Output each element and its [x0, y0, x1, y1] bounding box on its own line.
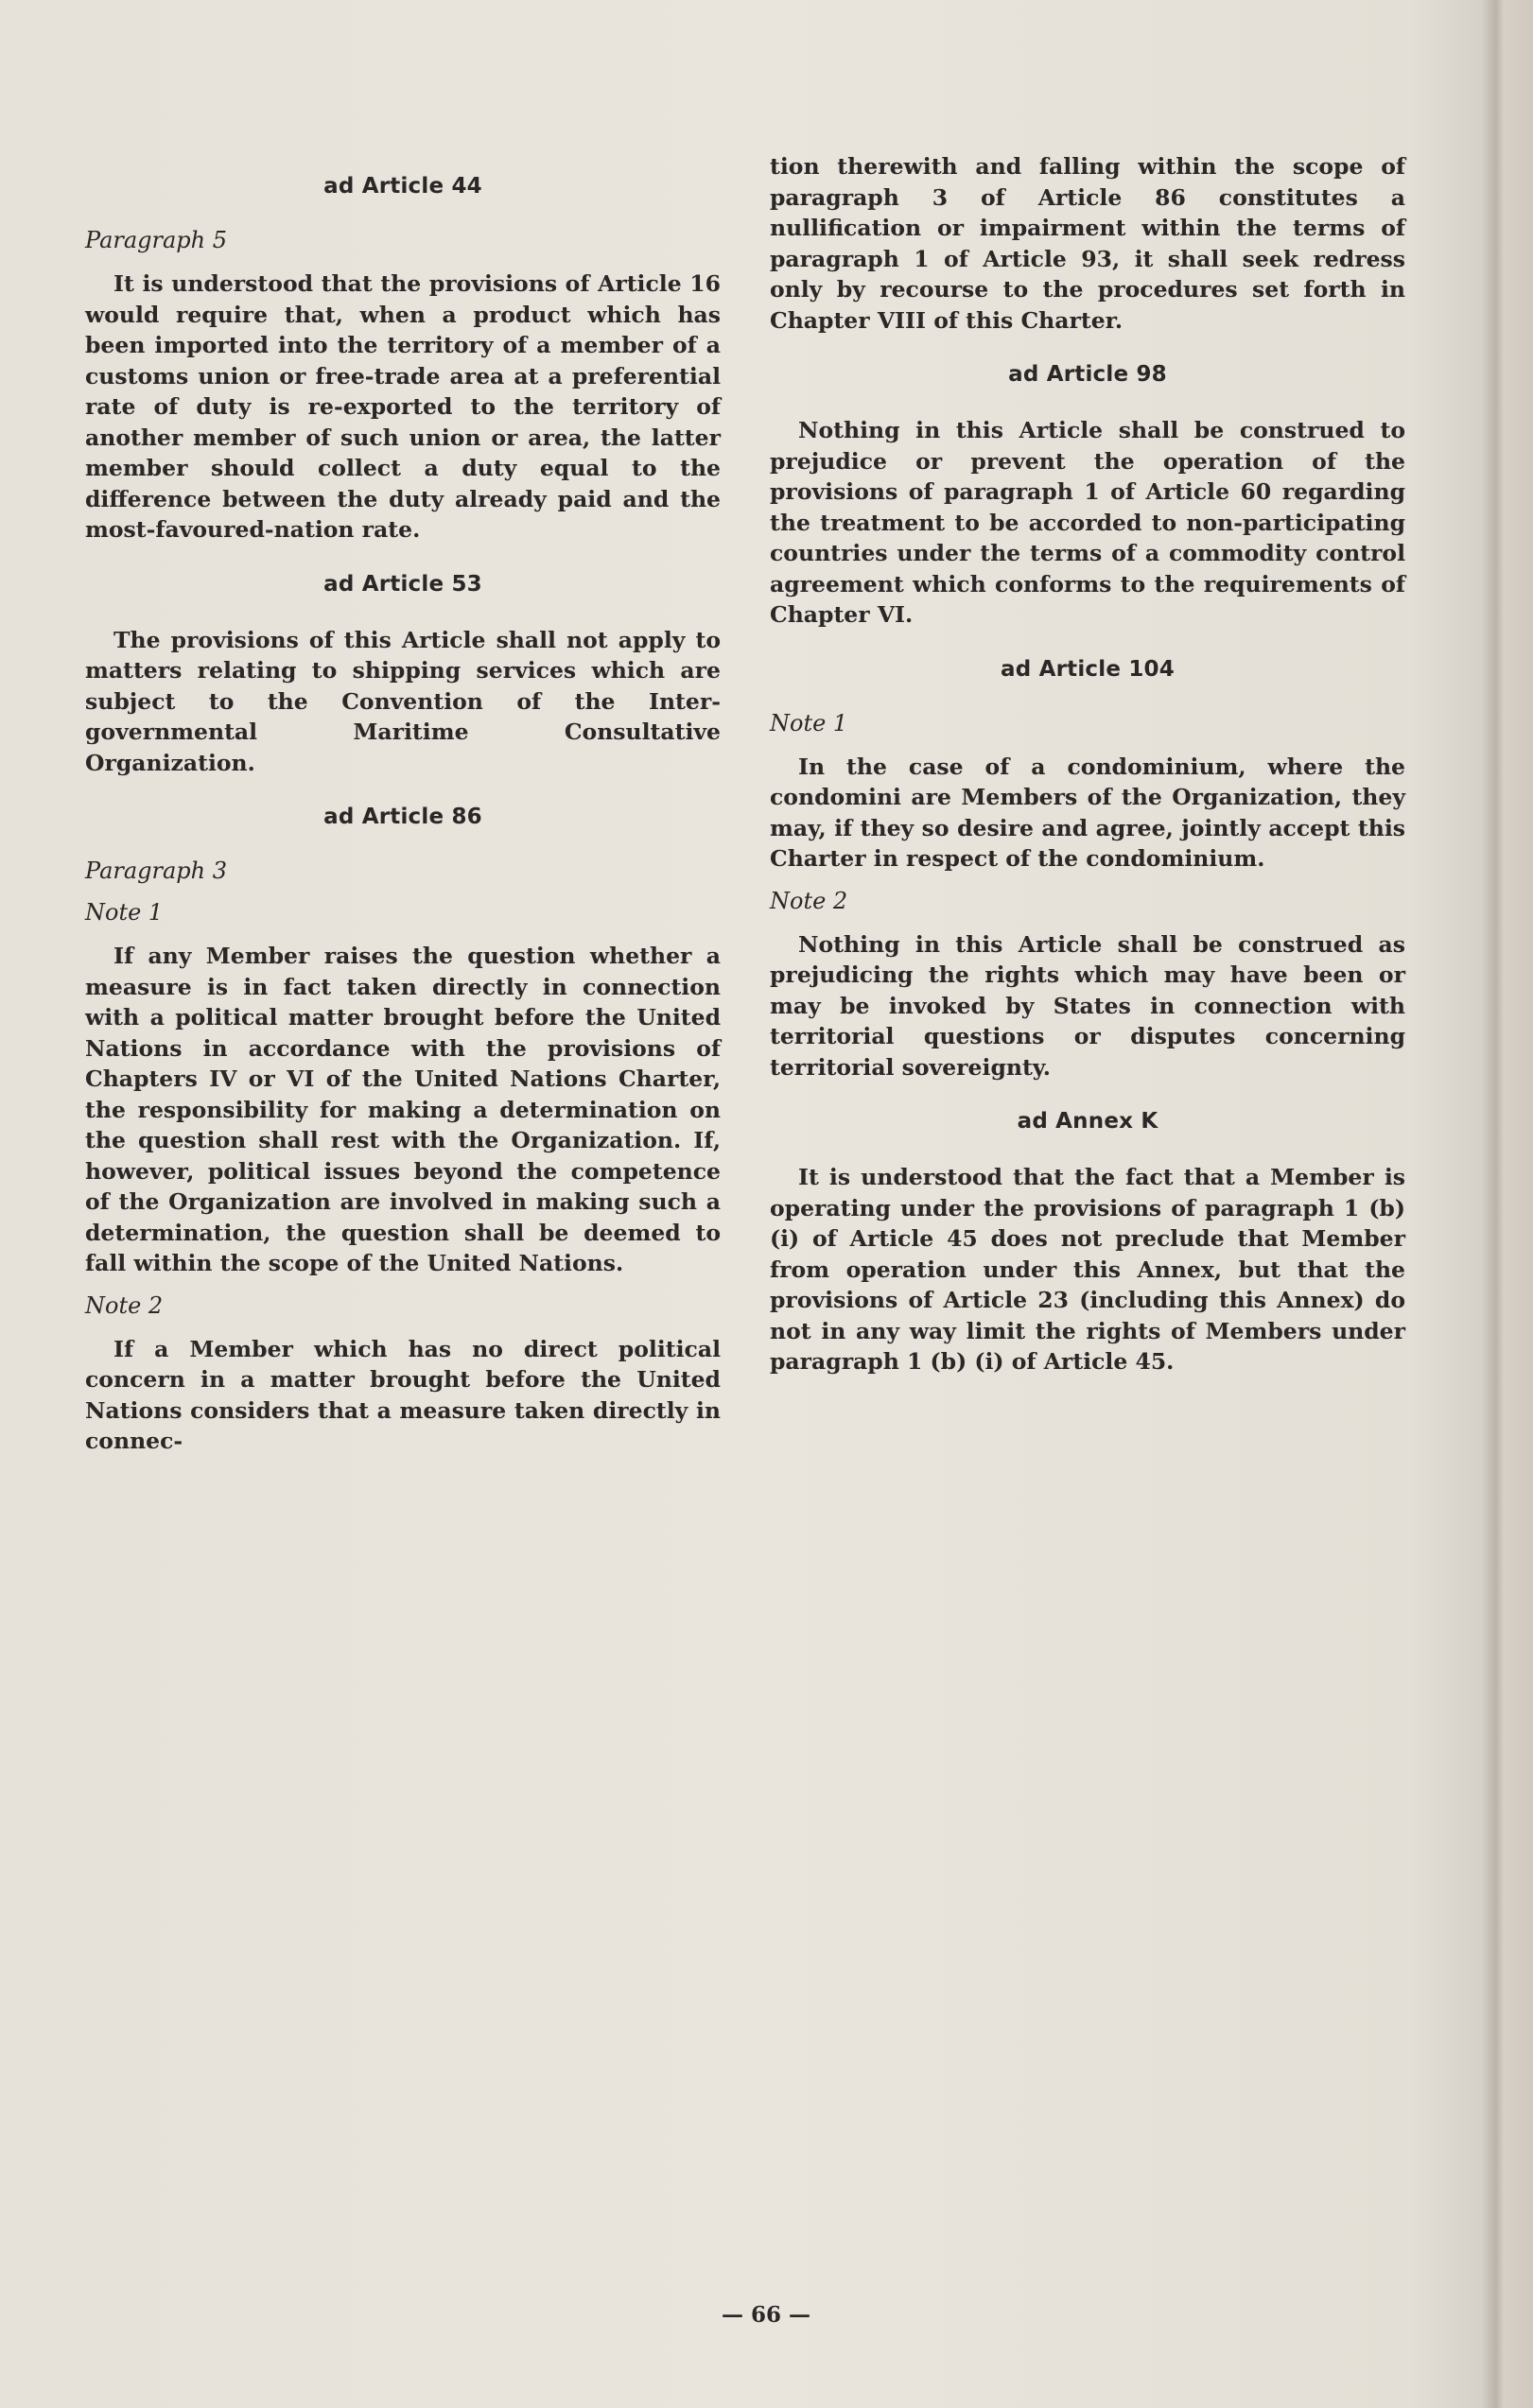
- paragraph-article-86-note-2: If a Member which has no direct political concern in a matter brought before the United Nations considers that a measure taken directly in connec-: [85, 1335, 721, 1454]
- subheading-note-1: Note 1: [85, 899, 164, 926]
- paragraph-article-53: The provisions of this Article shall not apply to matters relating to shipping services which are subject to the Convention of the Inter-governmental Maritime Consultative Organization.: [85, 626, 721, 776]
- paragraph-annex-k: It is understood that the fact that a Member is operating under the provisions of paragraph 1 (b) (i) of Article 45 does not preclude that Member from operation under this Annex, but that the provisions of Article 23 (including this Annex) do not in any way limit the rights of Members under paragraph 1 (b) (i) of Article 45.: [770, 1164, 1405, 1375]
- subheading-paragraph-5: Paragraph 5: [85, 227, 228, 253]
- left-column: [85, 151, 721, 1470]
- heading-ad-annex-k: ad Annex K: [1017, 1109, 1158, 1134]
- paragraph-article-86-note-1: If any Member raises the question whether a measure is in fact taken directly in connection with a political matter brought before the United Nations in accordance with the provisions of Chapters IV or VI of the United Nations Charter, the responsibility for making a determination on the question shall rest with the Organization. If, however, political issues beyond the competence of the Organization are involved in making such a determination, the question shall be deemed to fall within the scope of the United Nations.: [85, 943, 721, 1276]
- heading-ad-article-98: ad Article 98: [1008, 362, 1167, 387]
- heading-ad-article-53: ad Article 53: [323, 571, 482, 597]
- paragraph-continuation: tion therewith and falling within the scope of paragraph 3 of Article 86 constitutes a nullification or impairment within the terms of paragraph 1 of Article 93, it shall seek redress only by recourse to the procedures set forth in Chapter VIII of this Charter.: [770, 153, 1405, 334]
- page-number: — 66 —: [721, 2302, 811, 2328]
- book-gutter: [1480, 0, 1533, 2408]
- heading-ad-article-44: ad Article 44: [323, 174, 482, 199]
- heading-ad-article-86: ad Article 86: [323, 805, 482, 829]
- paragraph-article-104-note-1: In the case of a condominium, where the condomini are Members of the Organization, they may, if they so desire and agree, jointly accept this Charter in respect of the condominium.: [770, 753, 1405, 872]
- subheading-paragraph-3: Paragraph 3: [85, 858, 228, 884]
- subheading-note-2: Note 2: [85, 1291, 164, 1319]
- heading-ad-article-104: ad Article 104: [1001, 656, 1175, 682]
- paragraph-article-104-note-2: Nothing in this Article shall be construed as prejudicing the rights which may have been or may be invoked by States in connection with territorial questions or disputes concerning territorial sovereignty.: [770, 930, 1405, 1081]
- subheading-note-2-art104: Note 2: [770, 887, 848, 914]
- right-column: [770, 151, 1405, 1391]
- paragraph-article-98: Nothing in this Article shall be construed to prejudice or prevent the operation of the provisions of paragraph 1 of Article 60 regarding the treatment to be accorded to non-participating countries under the terms of a commodity control agreement which conforms to the requirements of Chapter VI.: [770, 417, 1405, 628]
- paragraph-article-44: It is understood that the provisions of Article 16 would require that, when a product which has been imported into the territory of a member of a customs union or free-trade area at a preferential rate of duty is re-exported to the territory of another member of such union or area, the latter member should collect a duty equal to the difference between the duty already paid and the most-favoured-nation rate.: [85, 270, 721, 543]
- subheading-note-1-art104: Note 1: [770, 709, 848, 736]
